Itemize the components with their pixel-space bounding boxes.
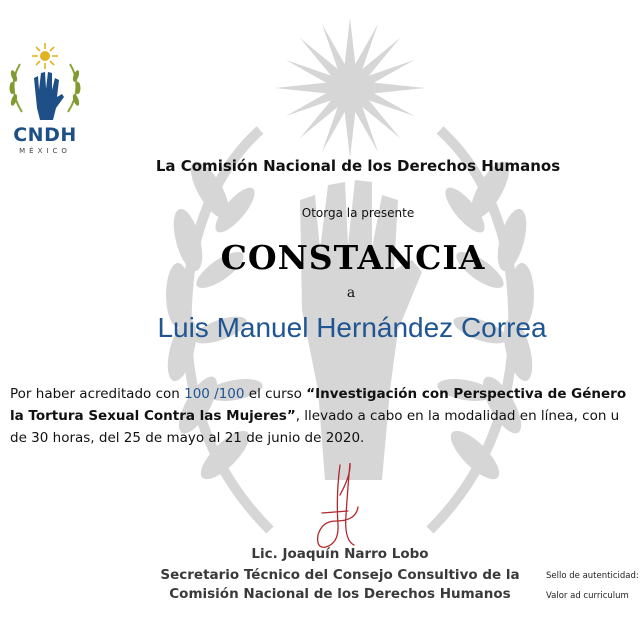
body-line-3: de 30 horas, del 25 de mayo al 21 de junio de 2020. xyxy=(10,430,365,446)
certificate-title: CONSTANCIA xyxy=(220,238,486,277)
body-line-2 xyxy=(10,408,619,424)
institution-heading: La Comisión Nacional de los Derechos Humanos xyxy=(155,157,561,175)
signer-name: Lic. Joaquín Narro Lobo xyxy=(251,546,429,562)
logo-acronym: CNDH xyxy=(13,124,77,146)
intro-text: Por haber acreditado con xyxy=(10,386,185,402)
handwritten-signature xyxy=(296,455,386,555)
logo-country: MÉXICO xyxy=(19,147,71,155)
course-prefix: el curso xyxy=(244,386,307,402)
grants-text: Otorga la presente xyxy=(301,206,415,220)
body-line-1 xyxy=(10,386,626,402)
cndh-logo xyxy=(4,42,86,162)
hand-sun-laurel-icon xyxy=(4,42,86,126)
signer-role-line-2: Comisión Nacional de los Derechos Humanos xyxy=(169,586,511,602)
course-title-part-1: “Investigación con Perspectiva de Género xyxy=(306,386,627,402)
score-value: 100 /100 xyxy=(184,386,245,402)
curriculum-label: Valor ad curriculum xyxy=(546,591,629,601)
recipient-name: Luis Manuel Hernández Correa xyxy=(157,312,547,343)
to-text: a xyxy=(346,285,356,301)
course-title-part-2: la Tortura Sexual Contra las Mujeres” xyxy=(10,408,296,424)
seal-label: Sello de autenticidad: xyxy=(546,571,639,581)
continuation-text: , llevado a cabo en la modalidad en línea, con u xyxy=(295,408,620,424)
signer-role-line-1: Secretario Técnico del Consejo Consultivo de la xyxy=(160,567,520,583)
